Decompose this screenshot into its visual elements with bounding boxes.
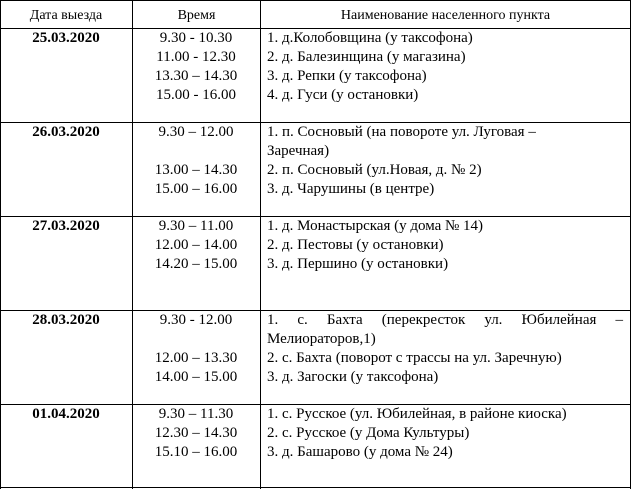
row-place: 1. д.Колобовщина (у таксофона)	[267, 30, 473, 46]
row-place: 2. д. Балезинщина (у магазина)	[267, 49, 466, 65]
row-place: 3. д. Загоски (у таксофона)	[267, 369, 439, 385]
row-date: 25.03.2020	[32, 30, 100, 46]
row-time: 14.00 – 15.00	[154, 369, 238, 385]
row-place: 3. д. Башарово (у дома № 24)	[267, 444, 453, 460]
row-time: 12.30 – 14.30	[154, 425, 238, 441]
column-divider	[260, 0, 261, 489]
row-place: 2. п. Сосновый (ул.Новая, д. № 2)	[267, 162, 482, 178]
header-time: Время	[177, 8, 216, 23]
row-time: 12.00 – 13.30	[154, 350, 238, 366]
row-time: 13.00 – 14.30	[154, 162, 238, 178]
row-place: 2. с. Бахта (поворот с трассы на ул. Заречную)	[267, 350, 562, 366]
row-place: Мелиораторов,1)	[267, 331, 376, 347]
row-date: 28.03.2020	[32, 312, 100, 328]
row-time: 13.30 – 14.30	[154, 68, 238, 84]
row-date: 27.03.2020	[32, 218, 100, 234]
row-time: 9.30 - 12.00	[159, 312, 233, 328]
row-time: 9.30 – 11.00	[158, 218, 234, 234]
row-place: 4. д. Гуси (у остановки)	[267, 87, 419, 103]
row-place: 3. д. Чарушины (в центре)	[267, 181, 435, 197]
row-time: 11.00 - 12.30	[156, 49, 236, 65]
row-place: 2. д. Пестовы (у остановки)	[267, 237, 444, 253]
row-time: 15.00 - 16.00	[156, 87, 236, 103]
row-place: Заречная)	[267, 143, 330, 159]
row-divider	[0, 487, 631, 488]
row-time: 14.20 – 15.00	[154, 256, 238, 272]
header-place: Наименование населенного пункта	[340, 8, 551, 23]
row-time: 15.10 – 16.00	[154, 444, 238, 460]
row-place: 3. д. Першино (у остановки)	[267, 256, 449, 272]
row-time: 9.30 – 12.00	[158, 124, 234, 140]
row-place: 1. с. Русское (ул. Юбилейная, в районе киоска)	[267, 406, 567, 422]
row-date: 26.03.2020	[32, 124, 100, 140]
row-date: 01.04.2020	[32, 406, 100, 422]
row-time: 9.30 – 11.30	[158, 406, 234, 422]
row-place: 3. д. Репки (у таксофона)	[267, 68, 427, 84]
row-time: 12.00 – 14.00	[154, 237, 238, 253]
header-date: Дата выезда	[29, 8, 103, 23]
row-place: 1. с. Бахта (перекресток ул. Юбилейная –	[267, 312, 623, 328]
row-place: 2. с. Русское (у Дома Культуры)	[267, 425, 470, 441]
row-place: 1. п. Сосновый (на повороте ул. Луговая –	[267, 124, 536, 140]
row-time: 15.00 – 16.00	[154, 181, 238, 197]
row-place: 1. д. Монастырская (у дома № 14)	[267, 218, 484, 234]
row-time: 9.30 - 10.30	[159, 30, 233, 46]
